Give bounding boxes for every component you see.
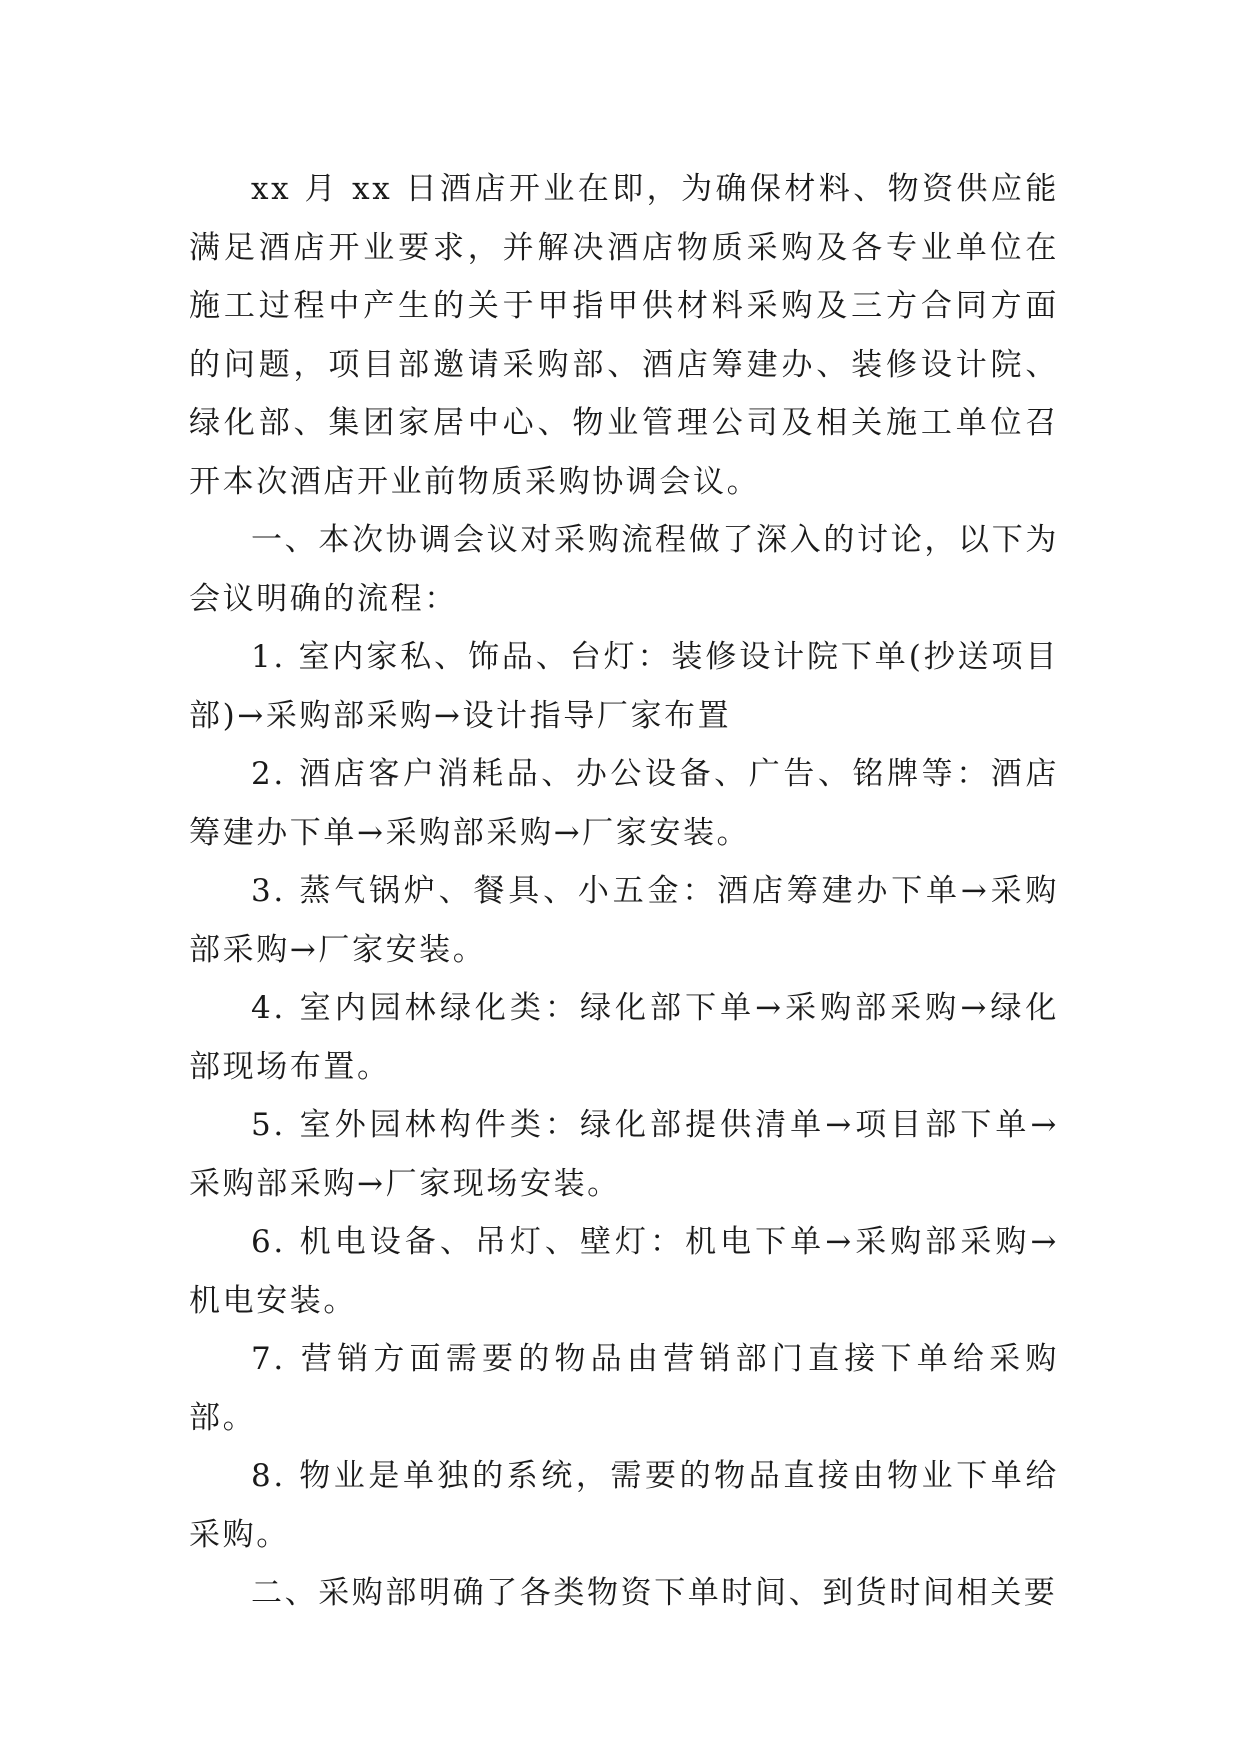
- process-item-4: 4. 室内园林绿化类：绿化部下单→采购部采购→绿化部现场布置。: [189, 990, 1059, 1085]
- process-item-2: 2. 酒店客户消耗品、办公设备、广告、铭牌等：酒店筹建办下单→采购部采购→厂家安装。: [189, 756, 1059, 851]
- intro-paragraph: xx 月 xx 日酒店开业在即，为确保材料、物资供应能满足酒店开业要求，并解决酒店物质采购及各专业单位在施工过程中产生的关于甲指甲供材料采购及三方合同方面的问题，项目部邀请采购部、酒店筹建办、装修设计院、绿化部、集团家居中心、物业管理公司及相关施工单位召开本次酒店开业前物质采购协调会议。: [189, 171, 1059, 500]
- section-two-heading: 二、采购部明确了各类物资下单时间、到货时间相关要: [251, 1575, 1058, 1611]
- process-item-5: 5. 室外园林构件类：绿化部提供清单→项目部下单→采购部采购→厂家现场安装。: [189, 1107, 1059, 1202]
- document-body: [189, 160, 1059, 1623]
- process-item-8: 8. 物业是单独的系统，需要的物品直接由物业下单给采购。: [189, 1458, 1059, 1553]
- process-item-7: 7. 营销方面需要的物品由营销部门直接下单给采购部。: [189, 1341, 1059, 1436]
- process-item-3: 3. 蒸气锅炉、餐具、小五金：酒店筹建办下单→采购部采购→厂家安装。: [189, 873, 1059, 968]
- process-item-1: 1. 室内家私、饰品、台灯：装修设计院下单(抄送项目部)→采购部采购→设计指导厂家布置: [189, 639, 1059, 734]
- section-one-heading: 一、本次协调会议对采购流程做了深入的讨论，以下为会议明确的流程：: [189, 522, 1059, 617]
- process-item-6: 6. 机电设备、吊灯、壁灯：机电下单→采购部采购→机电安装。: [189, 1224, 1059, 1319]
